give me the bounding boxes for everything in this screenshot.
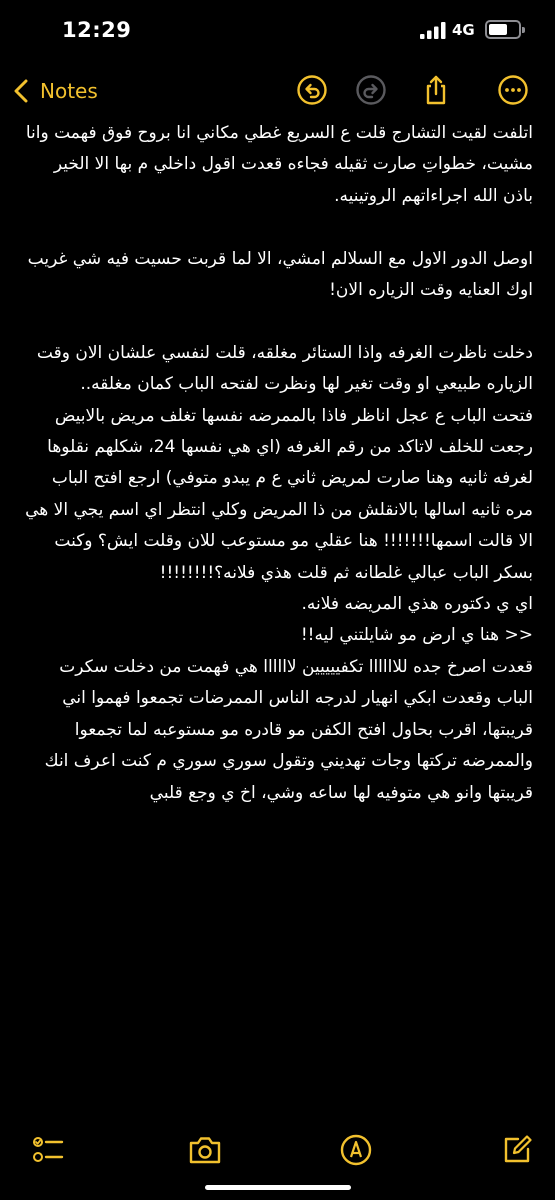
markup-button[interactable] bbox=[336, 1130, 376, 1170]
navigation-bar bbox=[0, 64, 555, 116]
more-icon bbox=[497, 74, 529, 106]
back-button[interactable] bbox=[14, 76, 98, 106]
share-button[interactable] bbox=[420, 74, 452, 106]
note-paragraph: دخلت ناظرت الغرفه واذا الستائر مغلقه، قلت لنفسي علشان الان وقت الزياره طبيعي او وقت تغير لها ونظرت لفتحه الباب كمان مغلقه.. فتحت الباب ع عجل اناظر فاذا بالممرضه نفسها تغلف مريض بالابيض رجعت للخلف لاتاكد من رقم الغرفه (اي هي نفسها 24، شكلهم نقلوها لغرفه ثانيه وهنا صارت لمريض ثاني ع م يبدو متوفي) ارجع افتح الباب مره ثانيه اسالها بالانقلش من ذا المريض وكلي انتظر اي اسم يجي الا هي الا قالت اسمها!!!!!!! هنا عقلي مو مستوعب للان وقلت ايش؟ وكنت بسكر الباب عبالي غلطانه ثم قلت هذي فلانه؟!!!!!!!! اي ي دكتوره هذي المريضه فلانه. << هنا ي ارض مو شايلتني ليه!! قعدت اصرخ جده للاااااا تكفييييين لاااااا هي فهمت من دخلت سكرت الباب وقعدت ابكي انهيار لدرجه الناس الممرضات تجمعوا فهموا اني قريبتها، اقرب بحاول افتح الكفن مو قادره مو مستوعبه لما تجمعوا والممرضه تركتها وجات تهديني وتقول سوري سوري م كنت اعرف انك قريبتها وانو هي متوفيه لها ساعه وشي، اخ ي وجع قلبي bbox=[25, 342, 533, 803]
keyboard-fade-overlay bbox=[0, 985, 555, 1085]
checklist-icon bbox=[31, 1133, 65, 1167]
more-button[interactable] bbox=[497, 74, 529, 106]
undo-button[interactable] bbox=[296, 74, 328, 106]
home-indicator[interactable] bbox=[205, 1185, 351, 1190]
camera-icon bbox=[187, 1133, 223, 1167]
status-time: 12:29 bbox=[62, 18, 132, 42]
undo-icon bbox=[296, 74, 328, 106]
network-type: 4G bbox=[452, 21, 475, 39]
redo-icon bbox=[355, 74, 387, 106]
note-body[interactable] bbox=[22, 118, 533, 1010]
chevron-left-icon bbox=[14, 79, 28, 103]
checklist-button[interactable] bbox=[28, 1130, 68, 1170]
camera-button[interactable] bbox=[185, 1130, 225, 1170]
battery-icon bbox=[485, 20, 521, 39]
markup-pen-icon bbox=[339, 1133, 373, 1167]
cellular-signal-icon bbox=[420, 22, 446, 39]
redo-button[interactable] bbox=[355, 74, 387, 106]
bottom-toolbar bbox=[0, 1130, 555, 1180]
compose-button[interactable] bbox=[497, 1130, 537, 1170]
status-bar bbox=[0, 0, 555, 64]
compose-icon bbox=[500, 1133, 534, 1167]
share-icon bbox=[420, 74, 452, 106]
note-paragraph: اتلفت لقيت التشارج قلت ع السريع غطي مكاني انا بروح فوق فهمت وانا مشيت، خطواتِ صارت ثقيله فجاءه قعدت اقول داخلي م بها الا الخير باذن الله اجراءاتهم الروتينيه. bbox=[25, 123, 533, 206]
back-label: Notes bbox=[40, 79, 98, 103]
note-paragraph: اوصل الدور الاول مع السلالم امشي، الا لما قربت حسيت فيه شي غريب اوك العنايه وقت الزياره الان! bbox=[27, 248, 533, 301]
